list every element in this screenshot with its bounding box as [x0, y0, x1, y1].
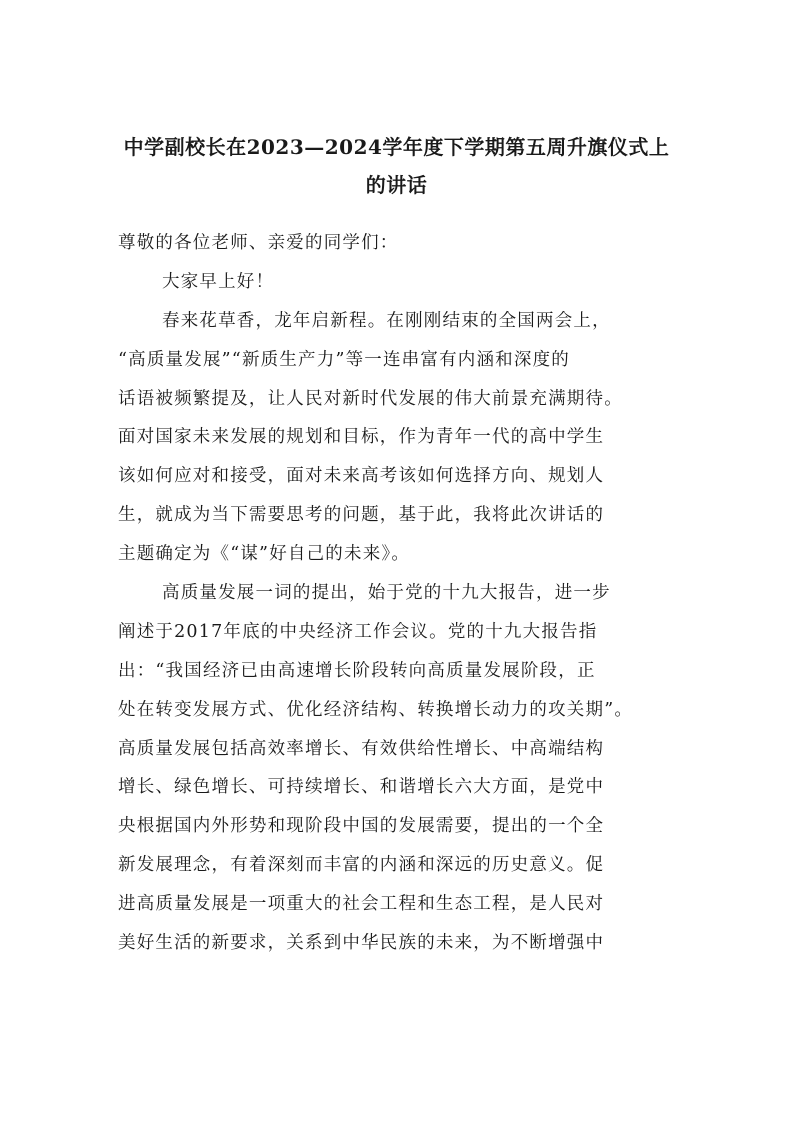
salutation: 尊敬的各位老师、亲爱的同学们： — [118, 233, 399, 253]
document-body — [118, 224, 678, 963]
document-title-line-1: 中学副校长在2023—2024学年度下学期第五周升旗仪式上 — [123, 135, 670, 159]
paragraph-1-line: 主题确定为《“谋”好自己的未来》。 — [118, 544, 411, 565]
paragraph-2-line: 进高质量发展是一项重大的社会工程和生态工程，是人民对 — [118, 894, 605, 915]
paragraph-2-line: 阐述于2017年底的中央经济工作会议。党的十九大报告指 — [118, 621, 598, 642]
paragraph-2-line: 处在转变发展方式、优化经济结构、转换增长动力的攻关期”。 — [118, 699, 634, 720]
paragraph-2-line: 出：“我国经济已由高速增长阶段转向高质量发展阶段，正 — [118, 660, 596, 681]
paragraph-2-line: 高质量发展一词的提出，始于党的十九大报告，进一步 — [162, 583, 611, 604]
paragraph-2-line: 增长、绿色增长、可持续增长、和谐增长六大方面，是党中 — [118, 777, 605, 798]
paragraph-2-line: 新发展理念，有着深刻而丰富的内涵和深远的历史意义。促 — [118, 855, 605, 876]
paragraph-1-line: “高质量发展”“新质生产力”等一连串富有内涵和深度的 — [118, 349, 570, 370]
paragraph-2-line: 高质量发展包括高效率增长、有效供给性增长、中高端结构 — [118, 738, 605, 759]
paragraph-1-line: 面对国家未来发展的规划和目标，作为青年一代的高中学生 — [118, 427, 605, 448]
paragraph-1-line: 话语被频繁提及，让人民对新时代发展的伟大前景充满期待。 — [118, 388, 623, 409]
paragraph-1-line: 生，就成为当下需要思考的问题，基于此，我将此次讲话的 — [118, 505, 605, 526]
paragraph-1-line: 春来花草香，龙年启新程。在刚刚结束的全国两会上， — [162, 310, 611, 331]
paragraph-1-line: 该如何应对和接受，面对未来高考该如何选择方向、规划人 — [118, 466, 605, 487]
paragraph-2-line: 美好生活的新要求，关系到中华民族的未来，为不断增强中 — [118, 933, 605, 954]
greeting: 大家早上好！ — [162, 271, 275, 292]
paragraph-2-line: 央根据国内外形势和现阶段中国的发展需要，提出的一个全 — [118, 816, 605, 837]
document-title-line-2: 的讲话 — [365, 173, 428, 197]
